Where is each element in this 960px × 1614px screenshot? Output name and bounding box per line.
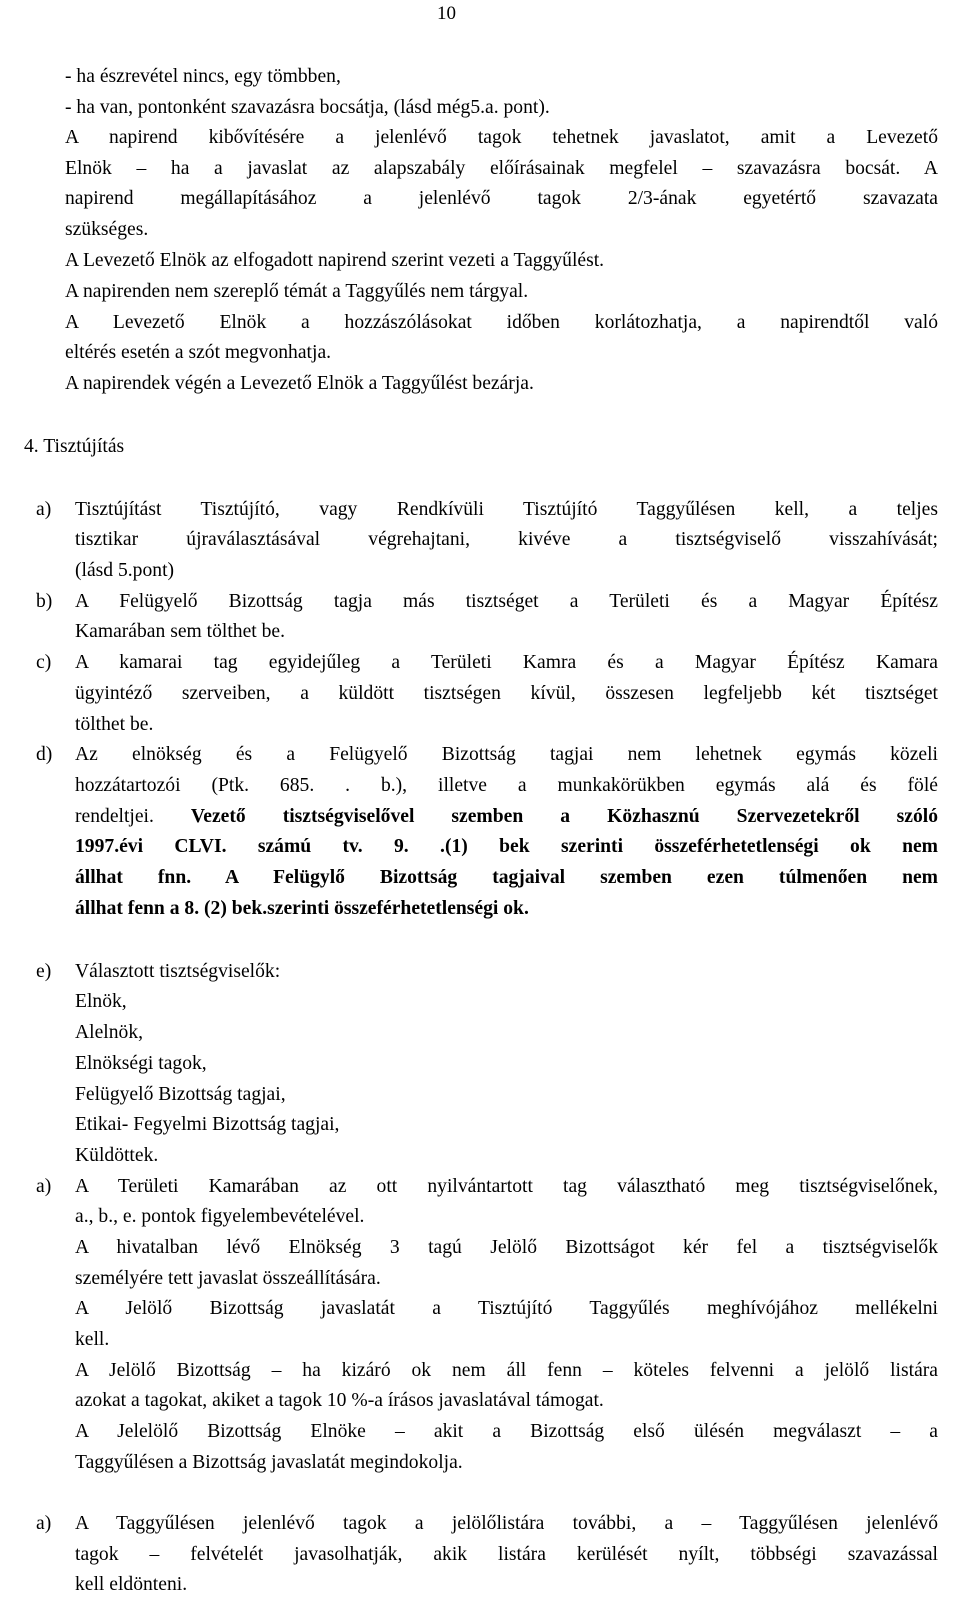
item-label: a) [36,1513,52,1534]
text-line: Taggyűlésen a Bizottság javaslatát megindokolja. [75,1452,463,1473]
text-line: A napirend kibővítésére a jelenlévő tagok tehetnek javaslatot, amit a Levezető [65,127,938,148]
text-line: A Levezető Elnök az elfogadott napirend szerint vezeti a Taggyűlést. [65,250,605,271]
role-item: Felügyelő Bizottság tagjai, [75,1084,286,1105]
text-line: A napirendek végén a Levezető Elnök a Taggyűlést bezárja. [65,373,534,394]
item-label: a) [36,499,52,520]
text-line: azokat a tagokat, akiket a tagok 10 %-a írásos javaslatával támogat. [75,1390,604,1411]
text-line: A Taggyűlésen jelenlévő tagok a jelölőlistára további, a – Taggyűlésen jelenlévő [75,1513,938,1534]
text-line: napirend megállapításához a jelenlévő tagok 2/3-ának egyetértő szavazata [65,188,938,209]
bold-line [75,865,938,891]
text-line: hozzátartozói (Ptk. 685. . b.), illetve a munkakörükben egymás alá és fölé [75,775,938,796]
bold-text: állhat fenn a 8. (2) bek.szerinti összeférhetetlenségi ok. [75,898,529,919]
text-line: Választott tisztségviselők: [75,961,281,982]
text-line: A Jelölő Bizottság javaslatát a Tisztújító Taggyűlés meghívójához mellékelni [75,1298,938,1319]
role-item: Alelnök, [75,1022,144,1043]
bold-line [75,896,938,922]
plain-text: rendeltjei. [75,806,191,827]
text-line: A Felügyelő Bizottság tagja más tisztséget a Területi és a Magyar Építész [75,591,938,612]
bold-text: 1997.évi CLVI. számú tv. 9. .(1) bek szerinti összeférhetetlenségi ok nem [75,836,938,857]
item-label: a) [36,1176,52,1197]
text-line: tölthet be. [75,714,154,735]
role-item: Elnök, [75,991,127,1012]
role-item: Etikai- Fegyelmi Bizottság tagjai, [75,1114,340,1135]
text-line: a., b., e. pontok figyelembevételével. [75,1206,365,1227]
bold-text: állhat fnn. A Felügylő Bizottság tagjaival szemben ezen túlmenően nem [75,867,938,888]
text-line: tagok – felvételét javasolhatják, akik listára kerülését nyílt, többségi szavazással [75,1544,938,1565]
text-line: tisztikar újraválasztásával végrehajtani, kivéve a tisztségviselő visszahívását; [75,529,938,550]
text-line: - ha észrevétel nincs, egy tömbben, [65,66,341,87]
item-label: d) [36,744,53,765]
item-label: e) [36,961,52,982]
text-line: (lásd 5.pont) [75,560,175,581]
text-line: Kamarában sem tölthet be. [75,621,286,642]
text-line: A Területi Kamarában az ott nyilvántartott tag választható meg tisztségviselőnek, [75,1176,938,1197]
role-item: Küldöttek. [75,1145,159,1166]
text-line: A kamarai tag egyidejűleg a Területi Kamra és a Magyar Építész Kamara [75,652,938,673]
text-line: A Levezető Elnök a hozzászólásokat időben korlátozhatja, a napirendtől való [65,312,938,333]
item-label: b) [36,591,53,612]
item-label: c) [36,652,52,673]
section-heading: 4. Tisztújítás [24,436,125,457]
text-line: Elnök – ha a javaslat az alapszabály előírásainak megfelel – szavazásra bocsát. A [65,158,938,179]
text-line: A napirenden nem szereplő témát a Taggyűlés nem tárgyal. [65,281,529,302]
text-line: A Jelelölő Bizottság Elnöke – akit a Bizottság első ülésén megválaszt – a [75,1421,938,1442]
text-line [75,804,938,830]
text-line: A Jelölő Bizottság – ha kizáró ok nem áll fenn – köteles felvenni a jelölő listára [75,1360,938,1381]
bold-line [75,834,938,860]
text-line: Az elnökség és a Felügyelő Bizottság tagjai nem lehetnek egymás közeli [75,744,938,765]
bold-text: Vezető tisztségviselővel szemben a Közhasznú Szervezetekről szóló [190,806,939,827]
text-line: szükséges. [65,219,149,240]
text-line: személyére tett javaslat összeállítására. [75,1268,381,1289]
page-number: 10 [437,3,456,24]
text-line: A hivatalban lévő Elnökség 3 tagú Jelölő Bizottságot kér fel a tisztségviselők [75,1237,938,1258]
text-line: Tisztújítást Tisztújító, vagy Rendkívüli Tisztújító Taggyűlésen kell, a teljes [75,499,938,520]
text-line: ügyintéző szerveiben, a küldött tisztségen kívül, összesen legfeljebb két tisztséget [75,683,938,704]
role-item: Elnökségi tagok, [75,1053,207,1074]
text-line: - ha van, pontonként szavazásra bocsátja, (lásd még5.a. pont). [65,97,550,118]
text-line: kell. [75,1329,110,1350]
text-line: kell eldönteni. [75,1574,188,1595]
text-line: eltérés esetén a szót megvonhatja. [65,342,332,363]
